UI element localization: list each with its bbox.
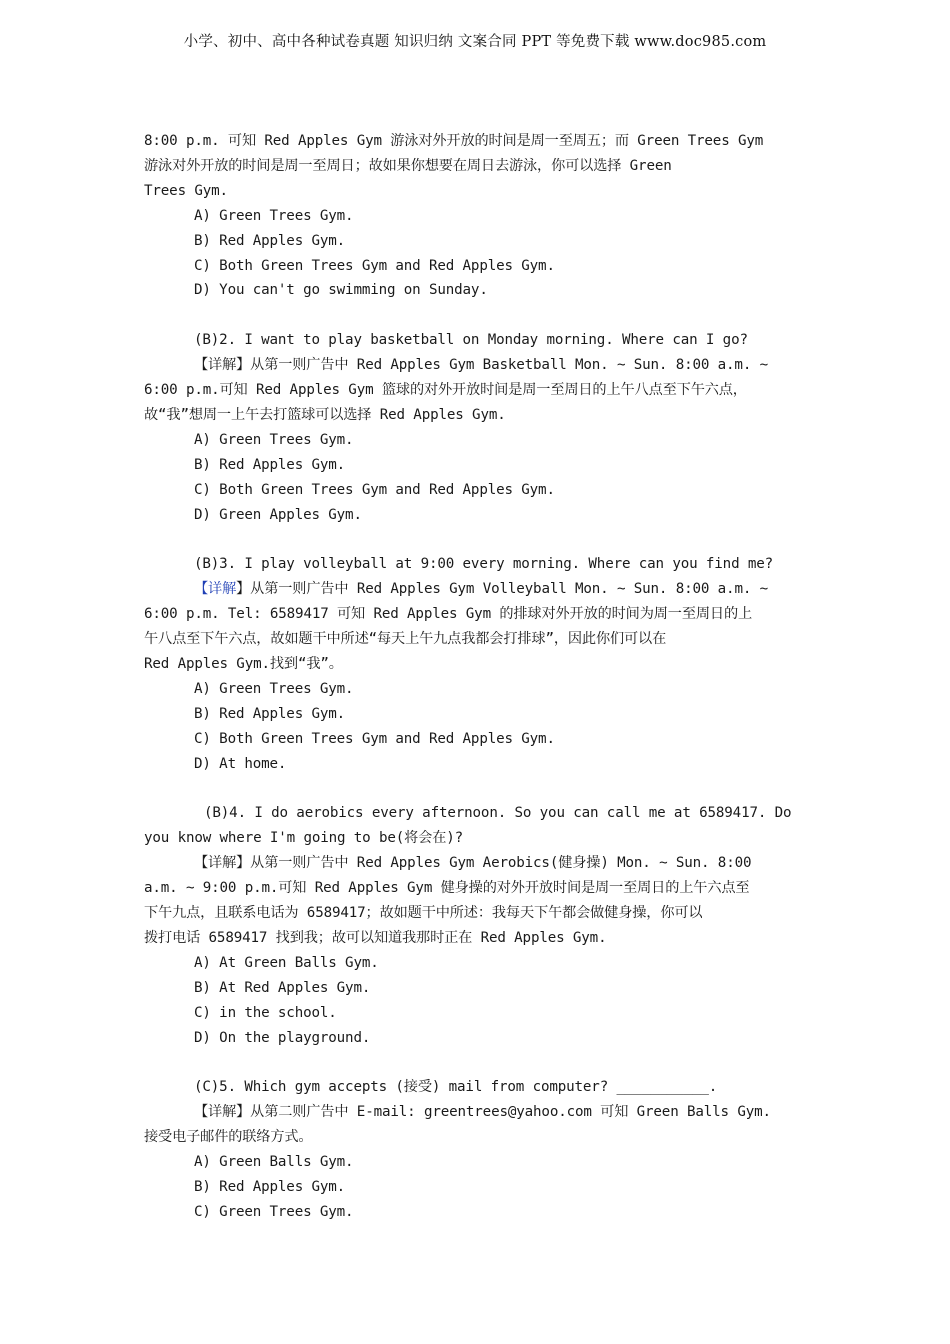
explanation-line: 接受电子邮件的联络方式。 <box>144 1129 313 1146</box>
explanation-line: 【详解】从第一则广告中 Red Apples Gym Aerobics(健身操) Mon. ~ Sun. 8:00 <box>194 855 752 872</box>
explanation-line: 午八点至下午六点，故如题干中所述“每天上午九点我都会打排球”，因此你们可以在 <box>144 631 667 648</box>
option-b: B) Red Apples Gym. <box>194 232 346 249</box>
option-d: D) You can't go swimming on Sunday. <box>194 282 488 299</box>
option-d: D) On the playground. <box>194 1029 371 1046</box>
option-d: D) Green Apples Gym. <box>194 506 362 523</box>
explanation-tag: 【详解】 <box>194 357 251 374</box>
option-b: B) Red Apples Gym. <box>194 456 346 473</box>
option-a: A) Green Trees Gym. <box>194 431 354 448</box>
option-d: D) At home. <box>194 755 287 772</box>
option-c: C) in the school. <box>194 1004 337 1021</box>
option-a: A) Green Trees Gym. <box>194 207 354 224</box>
option-c: C) Green Trees Gym. <box>194 1203 354 1220</box>
question-2: (B)2. I want to play basketball on Monday morning. Where can I go? <box>194 332 748 349</box>
explanation-line: a.m. ~ 9:00 p.m.可知 Red Apples Gym 健身操的对外开放时间是周一至周日的上午六点至 <box>144 880 750 897</box>
option-c: C) Both Green Trees Gym and Red Apples Gym. <box>194 730 555 747</box>
explanation-tag-open: 【 <box>194 581 209 598</box>
explanation-line: 【详解】从第二则广告中 E-mail: greentrees@yahoo.com 可知 Green Balls Gym. <box>194 1104 771 1121</box>
explanation-line: 游泳对外开放的时间是周一至周日；故如果你想要在周日去游泳，你可以选择 Green <box>144 157 672 174</box>
option-c: C) Both Green Trees Gym and Red Apples Gym. <box>194 481 555 498</box>
question-4-cont: you know where I'm going to be(将会在)? <box>144 830 464 847</box>
explanation-line: 6:00 p.m.可知 Red Apples Gym 篮球的对外开放时间是周一至周日的上午八点至下午六点， <box>144 382 747 399</box>
explanation-tag-text: 详解 <box>208 581 237 598</box>
explanation-line: 8:00 p.m. 可知 Red Apples Gym 游泳对外开放的时间是周一至周五；而 Green Trees Gym <box>144 133 764 149</box>
explanation-line: Trees Gym. <box>144 182 228 199</box>
document-body <box>144 129 816 1225</box>
option-b: B) At Red Apples Gym. <box>194 979 371 996</box>
explanation-line: 【详解】从第一则广告中 Red Apples Gym Basketball Mon. ~ Sun. 8:00 a.m. ~ <box>194 357 768 374</box>
option-a: A) Green Trees Gym. <box>194 680 354 697</box>
explanation-tag-close: 】 <box>236 581 251 598</box>
option-b: B) Red Apples Gym. <box>194 1179 346 1195</box>
option-a: A) Green Balls Gym. <box>194 1154 354 1171</box>
option-a: A) At Green Balls Gym. <box>194 954 379 971</box>
explanation-tag: 【详解】 <box>194 1104 251 1121</box>
explanation-line: 拨打电话 6589417 找到我；故可以知道我那时正在 Red Apples Gym. <box>144 929 607 946</box>
explanation-line: 故“我”想周一上午去打篮球可以选择 Red Apples Gym. <box>144 406 506 423</box>
question-3: (B)3. I play volleyball at 9:00 every morning. Where can you find me? <box>194 556 774 573</box>
option-c: C) Both Green Trees Gym and Red Apples Gym. <box>194 257 555 274</box>
explanation-line: 【详解】从第一则广告中 Red Apples Gym Volleyball Mon. ~ Sun. 8:00 a.m. ~ <box>194 581 769 598</box>
question-5: (C)5. Which gym accepts (接受) mail from computer? ___________. <box>194 1079 718 1096</box>
page-header: 小学、初中、高中各种试卷真题 知识归纳 文案合同 PPT 等免费下载 www.doc985.com <box>183 34 767 50</box>
explanation-line: 6:00 p.m. Tel: 6589417 可知 Red Apples Gym 的排球对外开放的时间为周一至周日的上 <box>144 606 753 623</box>
option-b: B) Red Apples Gym. <box>194 705 346 722</box>
explanation-line: Red Apples Gym.找到“我”。 <box>144 656 343 672</box>
question-4: (B)4. I do aerobics every afternoon. So you can call me at 6589417. Do <box>204 805 792 822</box>
explanation-tag: 【详解】 <box>194 855 251 872</box>
explanation-line: 下午九点，且联系电话为 6589417；故如题干中所述：我每天下午都会做健身操，你可以 <box>144 905 703 922</box>
